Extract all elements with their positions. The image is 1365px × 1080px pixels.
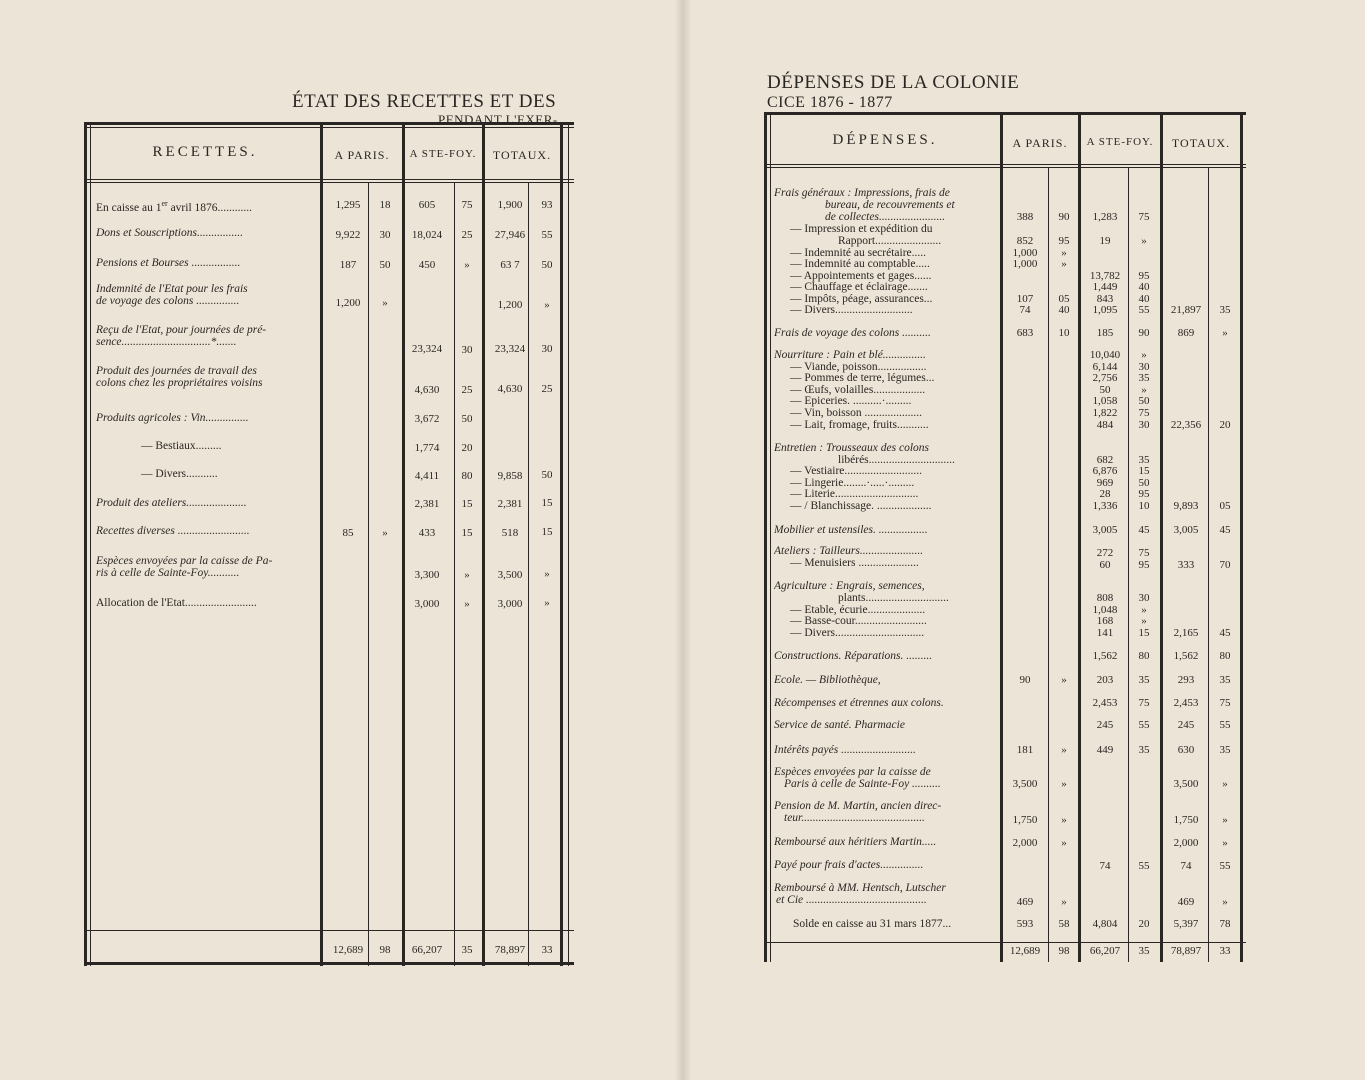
amount-cell: 1,200 <box>497 299 523 311</box>
amount-cell: 95 <box>1138 270 1150 282</box>
expense-label: Ateliers : Tailleurs...................... <box>774 546 924 557</box>
amount-cell: 78,897 <box>494 944 526 956</box>
right-page-subtitle: CICE 1876 - 1877 <box>767 94 893 111</box>
amount-cell: 518 <box>501 527 519 539</box>
amount-cell: » <box>1061 896 1067 908</box>
amount-cell: 1,774 <box>414 442 440 454</box>
amount-cell: 6,876 <box>1092 465 1118 477</box>
receipt-label: Reçu de l'Etat, pour journées de pré- <box>96 325 267 336</box>
receipt-label: Produits agricoles : Vin............... <box>96 413 249 424</box>
amount-cell: 3,500 <box>1173 778 1199 790</box>
amount-cell: 469 <box>1177 896 1195 908</box>
amount-cell: » <box>1061 247 1067 259</box>
amount-cell: 1,750 <box>1012 814 1038 826</box>
amount-cell: 25 <box>541 383 553 395</box>
amount-cell: 95 <box>1138 488 1150 500</box>
amount-cell: 1,562 <box>1173 650 1199 662</box>
amount-cell: 05 <box>1058 293 1070 305</box>
amount-cell: » <box>544 568 550 580</box>
receipt-label: En caisse au 1er avril 1876............ <box>96 199 253 214</box>
amount-cell: 90 <box>1058 211 1070 223</box>
expense-label: — Œufs, volailles.................. <box>790 385 926 396</box>
amount-cell: 75 <box>1138 547 1150 559</box>
receipts-header: RECETTES. <box>152 144 258 160</box>
receipt-label: Allocation de l'Etat......................... <box>96 598 257 609</box>
amount-cell: » <box>464 598 470 610</box>
amount-cell: 25 <box>461 229 473 241</box>
amount-cell: 1,200 <box>335 297 361 309</box>
expense-label: — Impôts, péage, assurances... <box>790 294 933 305</box>
amount-cell: 35 <box>1138 744 1150 756</box>
amount-cell: » <box>382 527 388 539</box>
amount-cell: 107 <box>1016 293 1034 305</box>
amount-cell: 80 <box>461 470 473 482</box>
amount-cell: 9,922 <box>335 229 361 241</box>
amount-cell: 90 <box>1138 327 1150 339</box>
amount-cell: 60 <box>1099 559 1111 571</box>
amount-cell: 78 <box>1219 918 1231 930</box>
amount-cell: 70 <box>1219 559 1231 571</box>
amount-cell: 168 <box>1096 615 1114 627</box>
amount-cell: 245 <box>1096 719 1114 731</box>
amount-cell: 185 <box>1096 327 1114 339</box>
amount-cell: 55 <box>541 229 553 241</box>
expense-label: plants............................. <box>838 593 949 604</box>
amount-cell: 1,900 <box>497 199 523 211</box>
amount-cell: 272 <box>1096 547 1114 559</box>
amount-cell: 55 <box>1138 860 1150 872</box>
receipt-label: Recettes diverses ......................... <box>96 526 250 537</box>
amount-cell: 4,804 <box>1092 918 1118 930</box>
amount-cell: » <box>1141 384 1147 396</box>
amount-cell: 23,324 <box>411 343 443 355</box>
receipt-label: colons chez les propriétaires voisins <box>96 378 263 389</box>
expense-label: Frais généraux : Impressions, frais de <box>774 188 950 199</box>
amount-cell: 1,283 <box>1092 211 1118 223</box>
receipts-table <box>84 122 574 966</box>
amount-cell: 15 <box>461 498 473 510</box>
amount-cell: 3,000 <box>414 598 440 610</box>
amount-cell: 27,946 <box>494 229 526 241</box>
amount-cell: 2,165 <box>1173 627 1199 639</box>
expense-label: — Lingerie........·.....·......... <box>790 478 915 489</box>
amount-cell: 98 <box>379 944 391 956</box>
amount-cell: 1,822 <box>1092 407 1118 419</box>
amount-cell: 40 <box>1138 281 1150 293</box>
amount-cell: 203 <box>1096 674 1114 686</box>
amount-cell: 95 <box>1138 559 1150 571</box>
amount-cell: 19 <box>1099 235 1111 247</box>
amount-cell: 45 <box>1219 524 1231 536</box>
receipt-label: de voyage des colons ............... <box>96 296 240 307</box>
amount-cell: 469 <box>1016 896 1034 908</box>
amount-cell: 30 <box>1138 419 1150 431</box>
receipt-label: — Bestiaux......... <box>141 441 222 452</box>
amount-cell: » <box>1141 235 1147 247</box>
amount-cell: 2,453 <box>1173 697 1199 709</box>
amount-cell: 66,207 <box>411 944 443 956</box>
expense-label: — Epiceries. ..........·......... <box>790 396 912 407</box>
amount-cell: 50 <box>541 259 553 271</box>
amount-cell: 33 <box>1219 945 1231 957</box>
amount-cell: » <box>1061 778 1067 790</box>
amount-cell: 1,750 <box>1173 814 1199 826</box>
amount-cell: » <box>1222 896 1228 908</box>
amount-cell: 50 <box>541 469 553 481</box>
amount-cell: 78,897 <box>1170 945 1202 957</box>
expense-label: — Impression et expédition du <box>790 224 933 235</box>
amount-cell: 50 <box>379 259 391 271</box>
paris-header: A PARIS. <box>334 148 390 162</box>
amount-cell: 3,000 <box>497 598 523 610</box>
amount-cell: 2,000 <box>1012 837 1038 849</box>
amount-cell: 2,756 <box>1092 372 1118 384</box>
amount-cell: 75 <box>461 199 473 211</box>
amount-cell: 21,897 <box>1170 304 1202 316</box>
amount-cell: » <box>1141 349 1147 361</box>
amount-cell: » <box>1061 674 1067 686</box>
amount-cell: 293 <box>1177 674 1195 686</box>
amount-cell: 58 <box>1058 918 1070 930</box>
expense-label: Agriculture : Engrais, semences, <box>774 581 925 592</box>
amount-cell: » <box>382 297 388 309</box>
amount-cell: 2,453 <box>1092 697 1118 709</box>
amount-cell: » <box>544 299 550 311</box>
expense-label: libérés.............................. <box>838 455 955 466</box>
amount-cell: 10 <box>1058 327 1070 339</box>
amount-cell: 30 <box>1138 361 1150 373</box>
amount-cell: 20 <box>1219 419 1231 431</box>
receipt-label: — Divers........... <box>141 469 218 480</box>
expense-label: bureau, de recouvrements et <box>825 200 955 211</box>
amount-cell: » <box>1061 744 1067 756</box>
stefoy-header: A STE-FOY. <box>1086 136 1154 148</box>
amount-cell: 6,144 <box>1092 361 1118 373</box>
amount-cell: 10,040 <box>1089 349 1121 361</box>
amount-cell: 187 <box>339 259 357 271</box>
amount-cell: 55 <box>1219 719 1231 731</box>
receipt-label: sence...............................*....... <box>96 337 237 348</box>
expense-label: Intérêts payés .......................... <box>774 745 916 756</box>
expense-label: — Appointements et gages...... <box>790 271 932 282</box>
amount-cell: 45 <box>1138 524 1150 536</box>
expense-label: — Literie............................. <box>790 489 919 500</box>
amount-cell: 449 <box>1096 744 1114 756</box>
amount-cell: 1,058 <box>1092 395 1118 407</box>
amount-cell: 1,336 <box>1092 500 1118 512</box>
amount-cell: 40 <box>1138 293 1150 305</box>
amount-cell: 630 <box>1177 744 1195 756</box>
expense-label: — Pommes de terre, légumes... <box>790 373 935 384</box>
amount-cell: 75 <box>1138 211 1150 223</box>
amount-cell: 35 <box>1138 674 1150 686</box>
amount-cell: 15 <box>1138 465 1150 477</box>
amount-cell: 852 <box>1016 235 1034 247</box>
expense-label: teur........................................... <box>784 813 925 824</box>
amount-cell: 55 <box>1219 860 1231 872</box>
amount-cell: 30 <box>379 229 391 241</box>
expense-label: Rapport....................... <box>838 236 942 247</box>
amount-cell: 66,207 <box>1089 945 1121 957</box>
amount-cell: 9,858 <box>497 470 523 482</box>
amount-cell: 15 <box>541 497 553 509</box>
expense-label: Remboursé à MM. Hentsch, Lutscher <box>774 883 946 894</box>
amount-cell: 40 <box>1058 304 1070 316</box>
expense-label: Nourriture : Pain et blé............... <box>774 350 926 361</box>
totals-header: TOTAUX. <box>1171 136 1231 150</box>
expense-label: Payé pour frais d'actes............... <box>774 860 924 871</box>
amount-cell: 682 <box>1096 454 1114 466</box>
amount-cell: 388 <box>1016 211 1034 223</box>
expense-label: Espèces envoyées par la caisse de <box>774 767 931 778</box>
amount-cell: 433 <box>418 527 436 539</box>
amount-cell: 45 <box>1219 627 1231 639</box>
expense-label: — Divers........................... <box>790 305 913 316</box>
amount-cell: 35 <box>1219 744 1231 756</box>
amount-cell: 93 <box>541 199 553 211</box>
amount-cell: » <box>1222 327 1228 339</box>
amount-cell: 1,000 <box>1012 247 1038 259</box>
expense-label: — Divers............................... <box>790 628 925 639</box>
right-page-title: DÉPENSES DE LA COLONIE <box>767 72 1020 93</box>
amount-cell: 20 <box>461 442 473 454</box>
amount-cell: 90 <box>1019 674 1031 686</box>
amount-cell: 30 <box>1138 592 1150 604</box>
amount-cell: 4,630 <box>497 383 523 395</box>
receipt-label: ris à celle de Sainte-Foy........... <box>96 568 240 579</box>
amount-cell: 28 <box>1099 488 1111 500</box>
amount-cell: 30 <box>461 344 473 356</box>
amount-cell: 05 <box>1219 500 1231 512</box>
amount-cell: » <box>1061 837 1067 849</box>
amount-cell: 2,381 <box>497 498 523 510</box>
amount-cell: 35 <box>461 944 473 956</box>
amount-cell: 181 <box>1016 744 1034 756</box>
amount-cell: 1,095 <box>1092 304 1118 316</box>
expense-label: — Basse-cour......................... <box>790 616 927 627</box>
amount-cell: 605 <box>418 199 436 211</box>
expense-label: Mobilier et ustensiles. ................. <box>774 525 928 536</box>
amount-cell: 1,000 <box>1012 258 1038 270</box>
amount-cell: 85 <box>342 527 354 539</box>
amount-cell: 18,024 <box>411 229 443 241</box>
amount-cell: 55 <box>1138 719 1150 731</box>
amount-cell: 843 <box>1096 293 1114 305</box>
amount-cell: » <box>1222 814 1228 826</box>
expense-label: Solde en caisse au 31 mars 1877... <box>793 919 952 930</box>
amount-cell: 80 <box>1219 650 1231 662</box>
amount-cell: » <box>1141 615 1147 627</box>
amount-cell: 450 <box>418 259 436 271</box>
expense-label: — Etable, écurie.................... <box>790 605 926 616</box>
amount-cell: 15 <box>541 526 553 538</box>
amount-cell: 3,005 <box>1092 524 1118 536</box>
amount-cell: 35 <box>1138 454 1150 466</box>
amount-cell: 33 <box>541 944 553 956</box>
amount-cell: 969 <box>1096 477 1114 489</box>
expense-label: Constructions. Réparations. ......... <box>774 651 933 662</box>
amount-cell: 75 <box>1138 407 1150 419</box>
amount-cell: 3,005 <box>1173 524 1199 536</box>
amount-cell: » <box>1222 837 1228 849</box>
receipt-label: Pensions et Bourses ................. <box>96 258 241 269</box>
amount-cell: 12,689 <box>1009 945 1041 957</box>
amount-cell: 3,500 <box>1012 778 1038 790</box>
expense-label: — Indemnité au comptable..... <box>790 259 930 270</box>
expense-label: — Chauffage et éclairage....... <box>790 282 928 293</box>
amount-cell: 74 <box>1180 860 1192 872</box>
expense-label: — / Blanchissage. ................... <box>790 501 932 512</box>
amount-cell: 55 <box>1138 304 1150 316</box>
expense-label: Récompenses et étrennes aux colons. <box>774 698 944 709</box>
amount-cell: 50 <box>1138 395 1150 407</box>
amount-cell: 3,500 <box>497 569 523 581</box>
expense-label: Ecole. — Bibliothèque, <box>774 675 881 686</box>
amount-cell: 245 <box>1177 719 1195 731</box>
expense-label: — Viande, poisson................. <box>790 362 927 373</box>
amount-cell: 1,295 <box>335 199 361 211</box>
amount-cell: 2,000 <box>1173 837 1199 849</box>
amount-cell: 50 <box>1138 477 1150 489</box>
receipt-label: Dons et Souscriptions................ <box>96 228 243 239</box>
amount-cell: 1,562 <box>1092 650 1118 662</box>
receipt-label: Indemnité de l'Etat pour les frais <box>96 284 248 295</box>
expense-label: Paris à celle de Sainte-Foy .......... <box>784 779 941 790</box>
left-page-title: ÉTAT DES RECETTES ET DES <box>292 91 557 112</box>
amount-cell: 13,782 <box>1089 270 1121 282</box>
amount-cell: 63 7 <box>500 259 520 271</box>
receipt-label: Produit des ateliers..................... <box>96 498 247 509</box>
expense-label: Remboursé aux héritiers Martin..... <box>774 837 937 848</box>
amount-cell: 75 <box>1219 697 1231 709</box>
left-page-subtitle: PENDANT L'EXER- <box>438 112 558 127</box>
expense-label: Entretien : Trousseaux des colons <box>774 443 930 454</box>
book-gutter <box>676 0 690 1080</box>
amount-cell: 15 <box>461 527 473 539</box>
amount-cell: 22,356 <box>1170 419 1202 431</box>
amount-cell: 3,672 <box>414 413 440 425</box>
amount-cell: 10 <box>1138 500 1150 512</box>
amount-cell: 98 <box>1058 945 1070 957</box>
amount-cell: » <box>464 259 470 271</box>
amount-cell: 4,411 <box>414 470 440 482</box>
amount-cell: » <box>1222 778 1228 790</box>
amount-cell: 23,324 <box>494 343 526 355</box>
expense-label: — Indemnité au secrétaire..... <box>790 248 927 259</box>
amount-cell: 95 <box>1058 235 1070 247</box>
amount-cell: 2,381 <box>414 498 440 510</box>
expense-label: Frais de voyage des colons .......... <box>774 328 931 339</box>
amount-cell: 15 <box>1138 627 1150 639</box>
amount-cell: 484 <box>1096 419 1114 431</box>
expense-label: — Vestiaire........................... <box>790 466 923 477</box>
amount-cell: 4,630 <box>414 384 440 396</box>
amount-cell: 1,048 <box>1092 604 1118 616</box>
amount-cell: 25 <box>461 384 473 396</box>
amount-cell: » <box>1061 258 1067 270</box>
expense-label: — Vin, boisson .................... <box>790 408 922 419</box>
expenses-header: DÉPENSES. <box>832 132 938 148</box>
receipt-label: Produit des journées de travail des <box>96 366 257 377</box>
expense-label: de collectes....................... <box>825 212 946 223</box>
amount-cell: 5,397 <box>1173 918 1199 930</box>
amount-cell: 683 <box>1016 327 1034 339</box>
amount-cell: » <box>544 597 550 609</box>
expense-label: — Menuisiers ..................... <box>790 558 919 569</box>
amount-cell: 333 <box>1177 559 1195 571</box>
expense-label: — Lait, fromage, fruits........... <box>790 420 929 431</box>
amount-cell: 808 <box>1096 592 1114 604</box>
amount-cell: 30 <box>541 343 553 355</box>
amount-cell: 18 <box>379 199 391 211</box>
amount-cell: 1,449 <box>1092 281 1118 293</box>
amount-cell: 50 <box>461 413 473 425</box>
paris-header: A PARIS. <box>1012 136 1068 150</box>
amount-cell: 75 <box>1138 697 1150 709</box>
amount-cell: 869 <box>1177 327 1195 339</box>
amount-cell: 50 <box>1099 384 1111 396</box>
receipt-label: Espèces envoyées par la caisse de Pa- <box>96 556 273 567</box>
amount-cell: 74 <box>1019 304 1031 316</box>
amount-cell: 141 <box>1096 627 1114 639</box>
amount-cell: 3,300 <box>414 569 440 581</box>
expense-label: Service de santé. Pharmacie <box>774 720 905 731</box>
amount-cell: » <box>1141 604 1147 616</box>
amount-cell: 20 <box>1138 918 1150 930</box>
amount-cell: 35 <box>1138 372 1150 384</box>
amount-cell: » <box>1061 814 1067 826</box>
expense-label: Pension de M. Martin, ancien direc- <box>774 801 942 812</box>
stefoy-header: A STE-FOY. <box>409 148 477 160</box>
totals-header: TOTAUX. <box>492 148 552 162</box>
amount-cell: 593 <box>1016 918 1034 930</box>
amount-cell: 35 <box>1219 304 1231 316</box>
amount-cell: 80 <box>1138 650 1150 662</box>
amount-cell: » <box>464 569 470 581</box>
amount-cell: 12,689 <box>332 944 364 956</box>
amount-cell: 74 <box>1099 860 1111 872</box>
amount-cell: 35 <box>1219 674 1231 686</box>
expense-label: et Cie .......................................... <box>776 895 927 906</box>
amount-cell: 9,893 <box>1173 500 1199 512</box>
amount-cell: 35 <box>1138 945 1150 957</box>
